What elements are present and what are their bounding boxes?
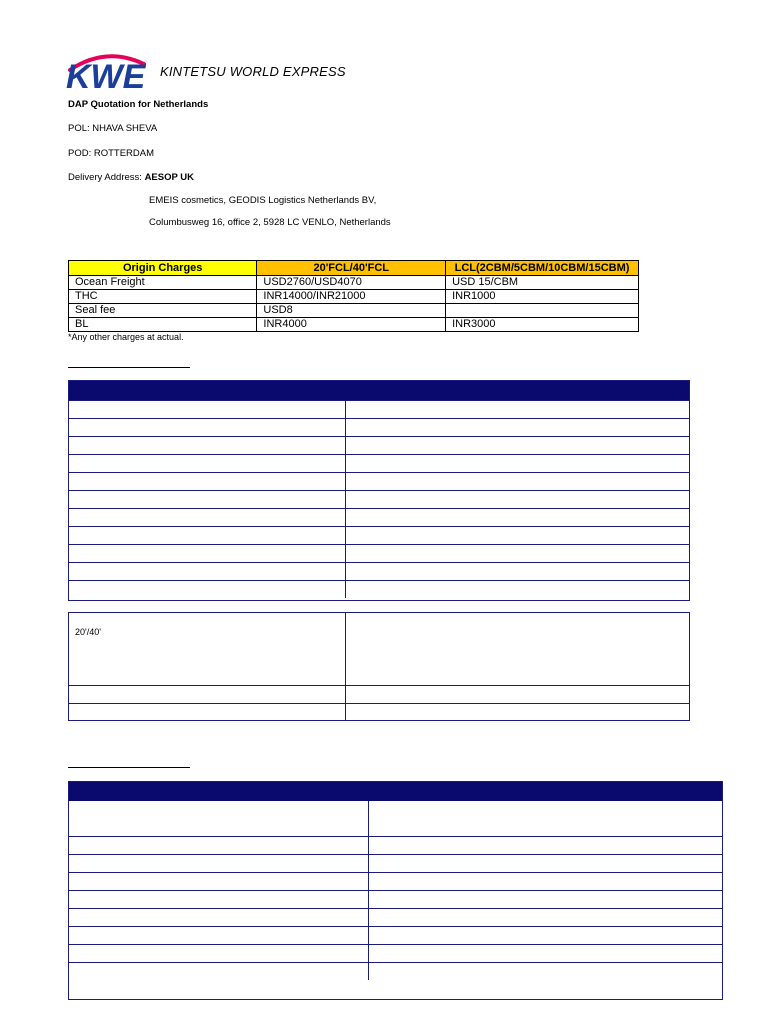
lcl-value: INR1000 xyxy=(446,290,639,304)
origin-charges-table xyxy=(68,260,639,332)
lcl-value xyxy=(446,304,639,318)
charge-name: Seal fee xyxy=(69,304,257,318)
address-line-1: EMEIS cosmetics, GEODIS Logistics Netherlands BV, xyxy=(149,195,377,206)
header-origin-charges: Origin Charges xyxy=(69,261,257,276)
grid-row xyxy=(69,526,689,544)
page-title: DAP Quotation for Netherlands xyxy=(68,99,209,110)
grid-row xyxy=(69,962,722,980)
section-divider xyxy=(68,767,190,768)
destination-grid xyxy=(68,380,690,601)
grid-row xyxy=(69,685,689,703)
grid-row xyxy=(69,472,689,490)
grid-row xyxy=(69,703,689,720)
grid-header-bar xyxy=(69,381,689,400)
table-row xyxy=(69,318,639,332)
container-size-label: 20'/40' xyxy=(69,613,346,685)
delivery-label: Delivery Address: xyxy=(68,172,145,183)
delivery-address xyxy=(68,172,194,183)
section-divider xyxy=(68,367,190,368)
grid-row xyxy=(69,926,722,944)
header-fcl: 20'FCL/40'FCL xyxy=(257,261,446,276)
grid-row xyxy=(69,801,722,836)
charge-name: THC xyxy=(69,290,257,304)
grid-row xyxy=(69,580,689,598)
grid-row xyxy=(69,872,722,890)
grid-row xyxy=(69,908,722,926)
grid-row xyxy=(69,613,689,685)
charge-name: Ocean Freight xyxy=(69,276,257,290)
grid-row xyxy=(69,544,689,562)
pol-line: POL: NHAVA SHEVA xyxy=(68,123,158,134)
second-grid xyxy=(68,781,723,1000)
grid-row xyxy=(69,836,722,854)
company-name: KINTETSU WORLD EXPRESS xyxy=(160,64,346,79)
grid-row xyxy=(69,436,689,454)
grid-row xyxy=(69,400,689,418)
grid-row xyxy=(69,490,689,508)
pod-line: POD: ROTTERDAM xyxy=(68,148,155,159)
grid-row xyxy=(69,890,722,908)
charges-header-row xyxy=(69,261,639,276)
grid-row xyxy=(69,454,689,472)
table-row xyxy=(69,290,639,304)
grid-row xyxy=(69,418,689,436)
charges-note: *Any other charges at actual. xyxy=(68,332,184,342)
header-lcl: LCL(2CBM/5CBM/10CBM/15CBM) xyxy=(446,261,639,276)
grid-row xyxy=(69,944,722,962)
logo-mark: KWE xyxy=(66,58,146,92)
table-row xyxy=(69,304,639,318)
grid-header-bar xyxy=(69,782,722,801)
lcl-value: INR3000 xyxy=(446,318,639,332)
delivery-name: AESOP UK xyxy=(144,172,195,183)
container-grid xyxy=(68,612,690,721)
grid-row xyxy=(69,508,689,526)
grid-row xyxy=(69,854,722,872)
fcl-value: USD8 xyxy=(257,304,446,318)
fcl-value: INR14000/INR21000 xyxy=(257,290,446,304)
lcl-value: USD 15/CBM xyxy=(446,276,639,290)
table-row xyxy=(69,276,639,290)
charge-name: BL xyxy=(69,318,257,332)
grid-row xyxy=(69,562,689,580)
fcl-value: USD2760/USD4070 xyxy=(257,276,446,290)
fcl-value: INR4000 xyxy=(257,318,446,332)
address-line-2: Columbusweg 16, office 2, 5928 LC VENLO, Netherlands xyxy=(149,217,391,228)
